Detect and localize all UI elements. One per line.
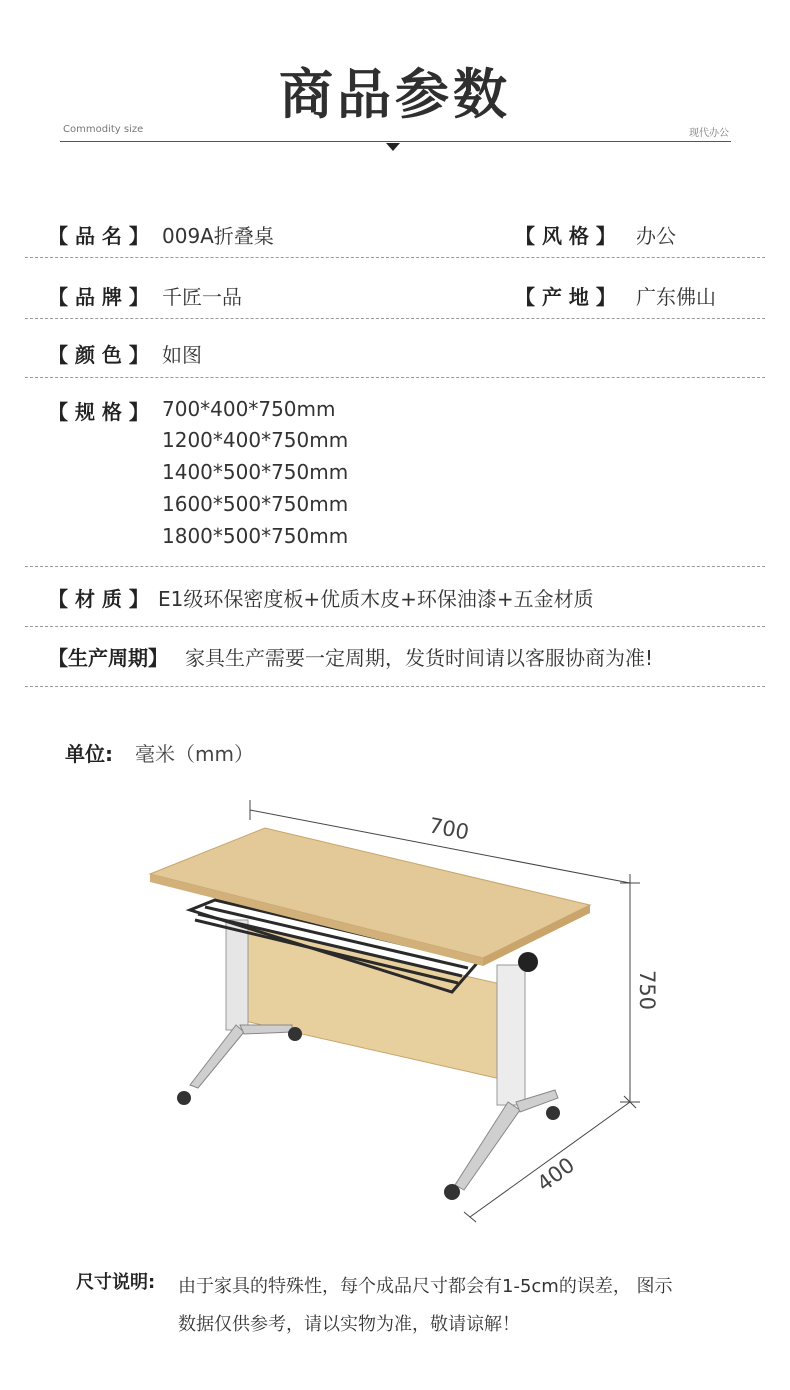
spec-item: 1800*500*750mm bbox=[162, 524, 349, 548]
depth-dimension-label: 400 bbox=[532, 1152, 580, 1197]
subtitle-english: Commodity size bbox=[63, 124, 144, 135]
row-divider bbox=[25, 626, 765, 627]
page-title: 商品参数 bbox=[279, 63, 511, 126]
triangle-down-icon bbox=[386, 143, 400, 151]
width-dimension-label: 700 bbox=[427, 813, 471, 845]
name-label: 【 品 名 】 bbox=[48, 224, 149, 248]
note-line: 由于家具的特殊性，每个成品尺寸都会有1-5cm的误差， 图示 bbox=[178, 1276, 673, 1297]
name-value: 009A折叠桌 bbox=[162, 224, 274, 248]
table-illustration bbox=[0, 780, 790, 1240]
height-dimension-label: 750 bbox=[635, 969, 659, 1011]
color-value: 如图 bbox=[162, 343, 202, 367]
row-divider bbox=[25, 566, 765, 567]
material-value: E1级环保密度板+优质木皮+环保油漆+五金材质 bbox=[158, 587, 594, 611]
style-label: 【 风 格 】 bbox=[515, 224, 616, 248]
note-text bbox=[178, 1268, 738, 1344]
row-divider bbox=[25, 377, 765, 378]
spec-item: 700*400*750mm bbox=[162, 397, 336, 421]
origin-value: 广东佛山 bbox=[636, 285, 716, 309]
row-divider bbox=[25, 318, 765, 319]
brand-value: 千匠一品 bbox=[162, 285, 242, 309]
material-label: 【 材 质 】 bbox=[48, 587, 149, 611]
style-value: 办公 bbox=[636, 224, 676, 248]
header-divider bbox=[60, 141, 731, 142]
brand-label: 【 品 牌 】 bbox=[48, 285, 149, 309]
row-divider bbox=[25, 257, 765, 258]
unit-label: 单位: bbox=[65, 742, 113, 766]
color-label: 【 颜 色 】 bbox=[48, 343, 149, 367]
cycle-value: 家具生产需要一定周期，发货时间请以客服协商为准! bbox=[185, 646, 654, 670]
unit-value: 毫米（mm） bbox=[135, 742, 254, 766]
row-divider bbox=[25, 686, 765, 687]
origin-label: 【 产 地 】 bbox=[515, 285, 616, 309]
note-label: 尺寸说明: bbox=[76, 1272, 156, 1293]
spec-item: 1600*500*750mm bbox=[162, 492, 349, 516]
spec-item: 1200*400*750mm bbox=[162, 428, 349, 452]
subtitle-category: 现代办公 bbox=[689, 128, 729, 139]
cycle-label: 【生产周期】 bbox=[48, 646, 168, 670]
spec-item: 1400*500*750mm bbox=[162, 460, 349, 484]
note-line: 数据仅供参考，请以实物为准，敬请谅解！ bbox=[178, 1314, 520, 1335]
spec-label: 【 规 格 】 bbox=[48, 400, 149, 424]
